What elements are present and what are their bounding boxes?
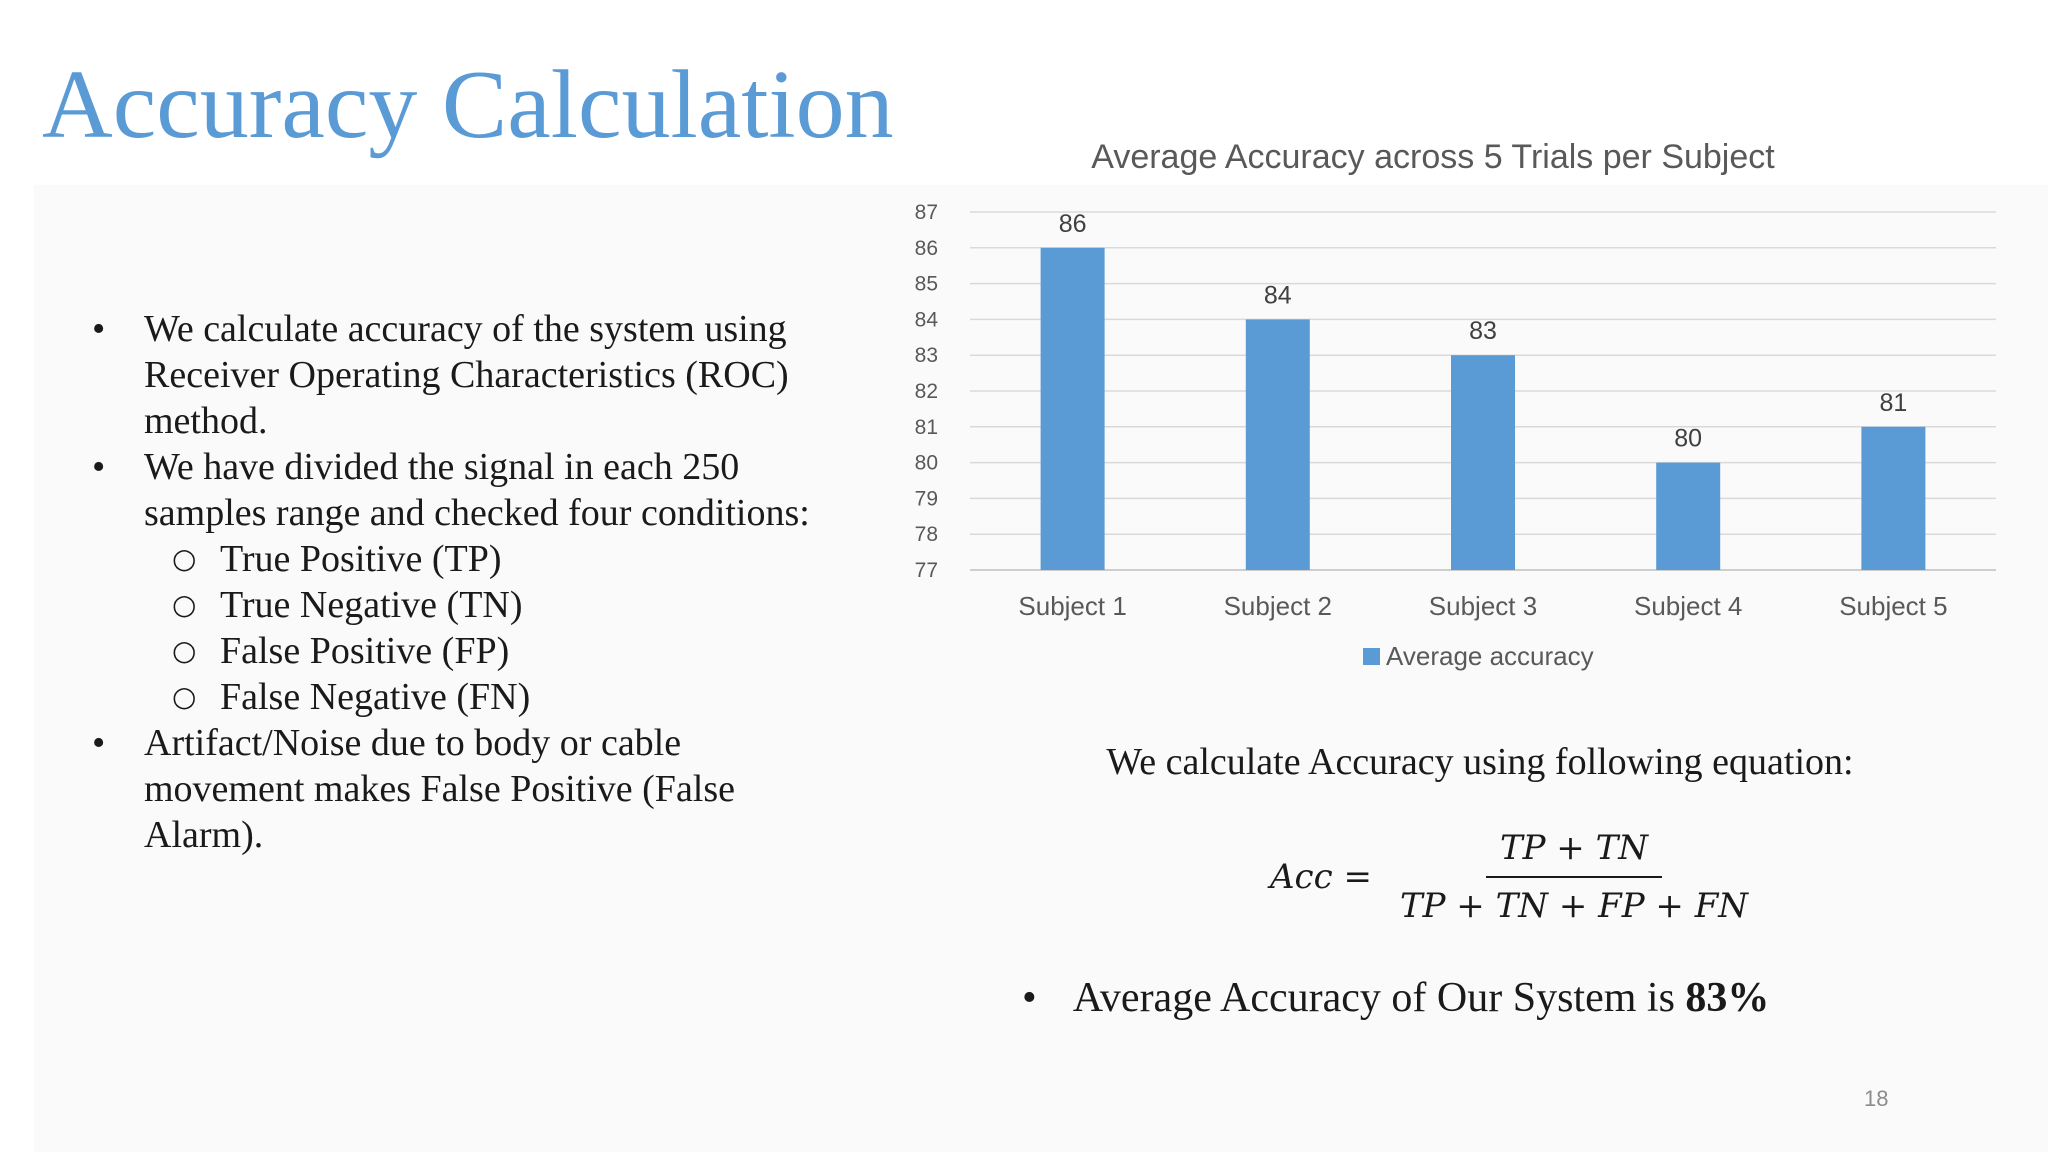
y-tick-label: 78: [914, 523, 938, 547]
bullet-item: [90, 444, 850, 536]
bullet-dot-icon: •: [92, 446, 106, 488]
chart-title: Average Accuracy across 5 Trials per Subject: [1091, 138, 1775, 176]
bar-subject-2: [1246, 319, 1310, 570]
data-label: 84: [1263, 281, 1292, 310]
hollow-circle-bullet-icon: ○: [172, 542, 197, 575]
bar-subject-3: [1451, 355, 1515, 570]
result-value: 83%: [1685, 975, 1770, 1021]
data-label: 81: [1879, 388, 1908, 417]
accuracy-equation: [1270, 828, 1762, 926]
bullet-dot-icon: •: [92, 308, 106, 350]
bullet-text: We calculate accuracy of the system using Receiver Operating Characteristics (ROC) method.: [144, 308, 789, 442]
hollow-circle-bullet-icon: ○: [172, 588, 197, 621]
y-tick-label: 81: [914, 415, 938, 439]
condition-text: True Positive (TP): [220, 538, 502, 580]
accuracy-bar-chart: [880, 120, 2020, 700]
y-tick-label: 83: [914, 344, 938, 368]
condition-text: True Negative (TN): [220, 584, 523, 626]
data-label: 86: [1058, 209, 1087, 238]
equation-fraction: [1386, 828, 1762, 926]
x-tick-label: Subject 1: [1018, 591, 1127, 621]
sub-bullet-item: [90, 674, 850, 720]
x-tick-label: Subject 2: [1223, 591, 1333, 621]
bar-subject-4: [1656, 463, 1720, 570]
page-number: 18: [1864, 1086, 1889, 1111]
y-tick-label: 87: [914, 201, 938, 224]
hollow-circle-bullet-icon: ○: [172, 634, 197, 667]
x-tick-label: Subject 4: [1633, 591, 1743, 621]
legend-swatch: [1363, 648, 1380, 665]
data-label: 80: [1674, 424, 1703, 453]
bullet-text: We have divided the signal in each 250 samples range and checked four conditions:: [144, 446, 810, 534]
data-label: 83: [1469, 317, 1497, 346]
y-tick-label: 77: [914, 559, 938, 582]
bar-subject-1: [1041, 248, 1105, 570]
condition-text: False Negative (FN): [220, 676, 531, 718]
y-tick-label: 86: [914, 236, 938, 260]
sub-bullet-item: [90, 628, 850, 674]
hollow-circle-bullet-icon: ○: [172, 680, 197, 713]
sub-bullet-item: [90, 582, 850, 628]
equation-lhs: Acc =: [1270, 857, 1372, 897]
result-prefix: Average Accuracy of Our System is: [1072, 975, 1686, 1021]
equation-denominator: TP + TN + FP + FN: [1399, 886, 1749, 926]
bullet-list: [90, 306, 850, 858]
average-accuracy-result: [1022, 974, 1769, 1022]
y-tick-label: 79: [914, 487, 938, 511]
x-tick-label: Subject 3: [1428, 591, 1538, 621]
y-tick-label: 84: [914, 308, 938, 332]
bullet-dot-icon: •: [1022, 975, 1037, 1021]
bullet-item: [90, 306, 850, 444]
bullet-text: Artifact/Noise due to body or cable movement makes False Positive (False Alarm).: [144, 722, 736, 856]
y-tick-label: 80: [914, 451, 938, 475]
condition-text: False Positive (FP): [220, 630, 510, 672]
slide-title: Accuracy Calculation: [42, 51, 894, 159]
bullet-item: [90, 720, 850, 858]
equation-intro: We calculate Accuracy using following equation:: [1106, 741, 1854, 783]
legend-label: Average accuracy: [1386, 641, 1594, 671]
y-tick-label: 82: [914, 380, 938, 403]
y-tick-label: 85: [914, 272, 938, 296]
x-tick-label: Subject 5: [1839, 591, 1948, 621]
equation-numerator: TP + TN: [1486, 828, 1662, 878]
bar-subject-5: [1861, 427, 1925, 570]
bullet-dot-icon: •: [92, 722, 106, 764]
sub-bullet-item: [90, 536, 850, 582]
